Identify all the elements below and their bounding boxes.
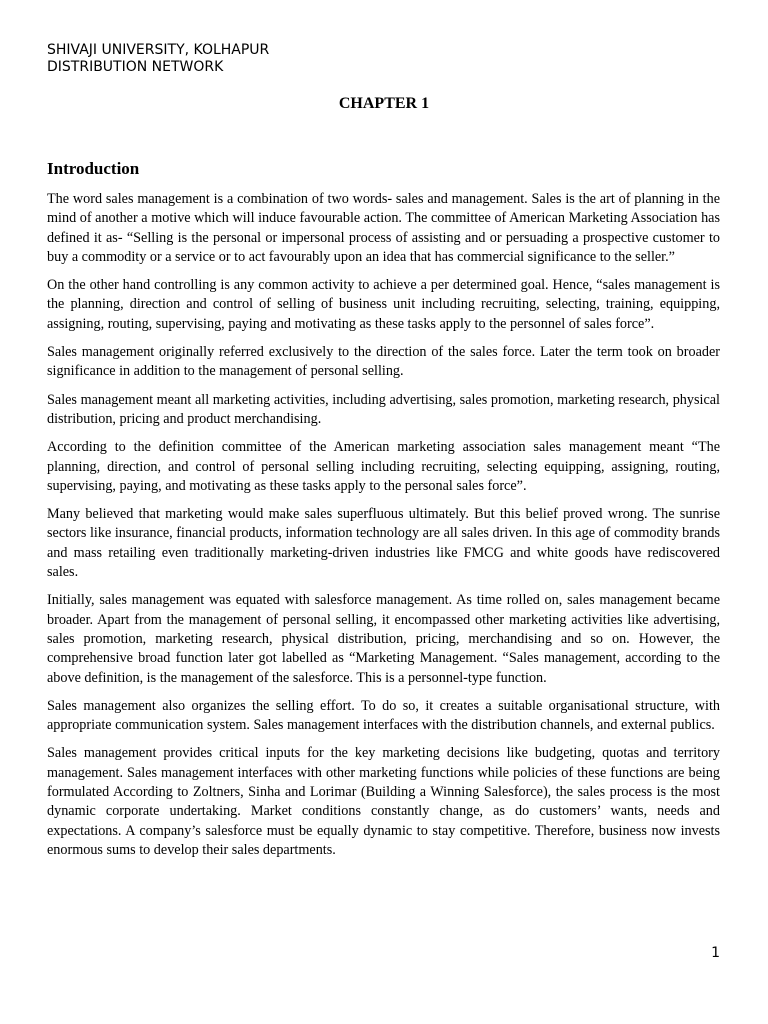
header-subject: DISTRIBUTION NETWORK <box>47 59 224 75</box>
document-body <box>47 190 720 869</box>
paragraph-1: The word sales management is a combination of two words- sales and management. Sales is the art of planning in the mind of another a motive which will induce favourable action. The committee of American Marketing Association has defined it as- “Selling is the personal or impersonal process of assisting and or persuading a prospective customer to buy a commodity or a service or to act favourably upon an idea that has commercial significance to the seller.” <box>47 191 720 265</box>
paragraph-6: Many believed that marketing would make sales superfluous ultimately. But this belief proved wrong. The sunrise sectors like insurance, financial products, information technology are all sales driven. In this age of commodity brands and mass retailing even traditionally marketing-driven industries like FMCG and white goods have rediscovered sales. <box>47 506 720 581</box>
paragraph-2: On the other hand controlling is any common activity to achieve a per determined goal. Hence, “sales management is the planning, direction and control of selling of business unit including recruiting, selecting, training, equipping, assigning, routing, supervising, paying and motivating as these tasks apply to the personnel of sales force”. <box>47 277 720 332</box>
paragraph-4: Sales management meant all marketing activities, including advertising, sales promotion, marketing research, physical distribution, pricing and product merchandising. <box>47 391 720 427</box>
paragraph-5: According to the definition committee of the American marketing association sales management meant “The planning, direction, and control of personal selling including recruiting, selecting equipping, assigning, routing, supervising, paying, and motivating as these tasks apply to the personal sales force”. <box>47 439 720 494</box>
chapter-title: CHAPTER 1 <box>338 95 430 112</box>
paragraph-3: Sales management originally referred exclusively to the direction of the sales force. Later the term took on broader significance in addition to the management of personal selling. <box>47 344 720 380</box>
paragraph-9: Sales management provides critical inputs for the key marketing decisions like budgeting, quotas and territory management. Sales management interfaces with other marketing functions while policies of these functions are being formulated According to Zoltners, Sinha and Lorimar (Building a Winning Salesforce), the sales process is the most dynamic corporate undertaking. Market conditions constantly change, as do customers’ wants, needs and expectations. A company’s salesforce must be equally dynamic to stay competitive. Therefore, business now invests enormous sums to develop their sales departments. <box>47 745 720 858</box>
page-header <box>47 42 269 76</box>
section-title: Introduction <box>47 159 140 178</box>
paragraph-8: Sales management also organizes the selling effort. To do so, it creates a suitable organisational structure, with appropriate communication system. Sales management interfaces with the distribution channels, and external publics. <box>47 697 720 734</box>
header-university: SHIVAJI UNIVERSITY, KOLHAPUR <box>47 42 270 58</box>
page-number: 1 <box>711 945 720 961</box>
paragraph-7: Initially, sales management was equated with salesforce management. As time rolled on, sales management became broader. Apart from the management of personal selling, it encompassed other marketing activities like advertising, sales promotion, marketing research, physical distribution, pricing, merchandising and so on. However, the comprehensive broad function later got labelled as “Marketing Management. “Sales management, according to the above definition, is the management of the salesforce. This is a personnel-type function. <box>47 592 720 686</box>
